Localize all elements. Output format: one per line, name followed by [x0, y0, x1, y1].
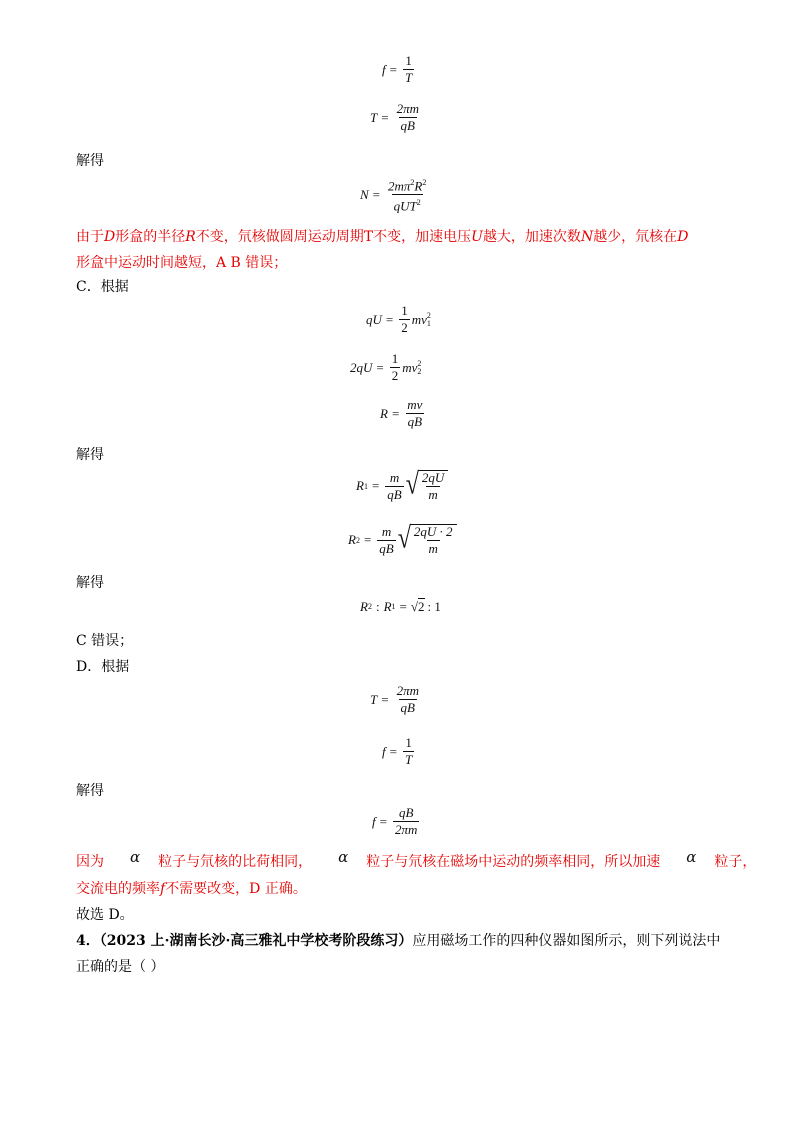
equation-r2: R 2 = $\frac{m}{qB}$ √ $\frac{2qU \cdot 2}{m}$	[348, 524, 457, 556]
question-4-line2: 正确的是（ ）	[76, 959, 165, 975]
equation-radius: R = $\frac{mv}{qB}$	[380, 397, 423, 429]
equation-f-1-over-t: f = $\frac{1}{T}$	[382, 53, 413, 85]
equation-f-d: f = $\frac{1}{T}$	[382, 735, 413, 767]
equation-frequency: f = $\frac{qB}{2\pi m}$	[372, 805, 418, 837]
equation-2qu: 2qU = $\frac{1}{2}$ mv 2 2	[350, 351, 422, 383]
equation-ratio: R 2 : R 1 = √ 2 : 1	[360, 598, 441, 614]
equation-period: T = $\frac{2\pi m}{qB}$	[370, 101, 419, 133]
equation-r1: R 1 = $\frac{m}{qB}$ √ $\frac{2qU}{m}$	[356, 470, 448, 502]
answer-line: 故选 D。	[76, 907, 134, 923]
equation-qu: qU = $\frac{1}{2}$ mv 2 1	[366, 303, 431, 335]
solve-label: 解得	[76, 783, 104, 799]
option-c-heading: C．根据	[76, 279, 129, 295]
solve-label: 解得	[76, 575, 104, 591]
solve-label: 解得	[76, 153, 104, 169]
equation-n: N = $\frac{2m\pi^2R^2}{qUT^2}$	[360, 178, 427, 214]
solve-label: 解得	[76, 447, 104, 463]
question-4-line1: 4．（2023 上·湖南长沙·高三雅礼中学校考阶段练习）应用磁场工作的四种仪器如图所示，则下列说法中	[76, 933, 721, 949]
explanation-d-line1: 因为 α 粒子与氘核的比荷相同， α 粒子与氘核在磁场中运动的频率相同，所以加速 α 粒子，	[76, 848, 757, 870]
explanation-ab-line2: 形盒中运动时间越短，A B 错误；	[76, 255, 288, 271]
equation-period-d: T = $\frac{2\pi m}{qB}$	[370, 683, 419, 715]
option-d-heading: D．根据	[76, 659, 130, 675]
explanation-d-line2: 交流电的频率f不需要改变，D 正确。	[76, 881, 307, 897]
option-c-wrong: C 错误；	[76, 633, 134, 649]
explanation-ab-line1: 由于D形盒的半径R不变，氘核做圆周运动周期T不变，加速电压U越大，加速次数N越少，氘核在D	[76, 229, 689, 245]
